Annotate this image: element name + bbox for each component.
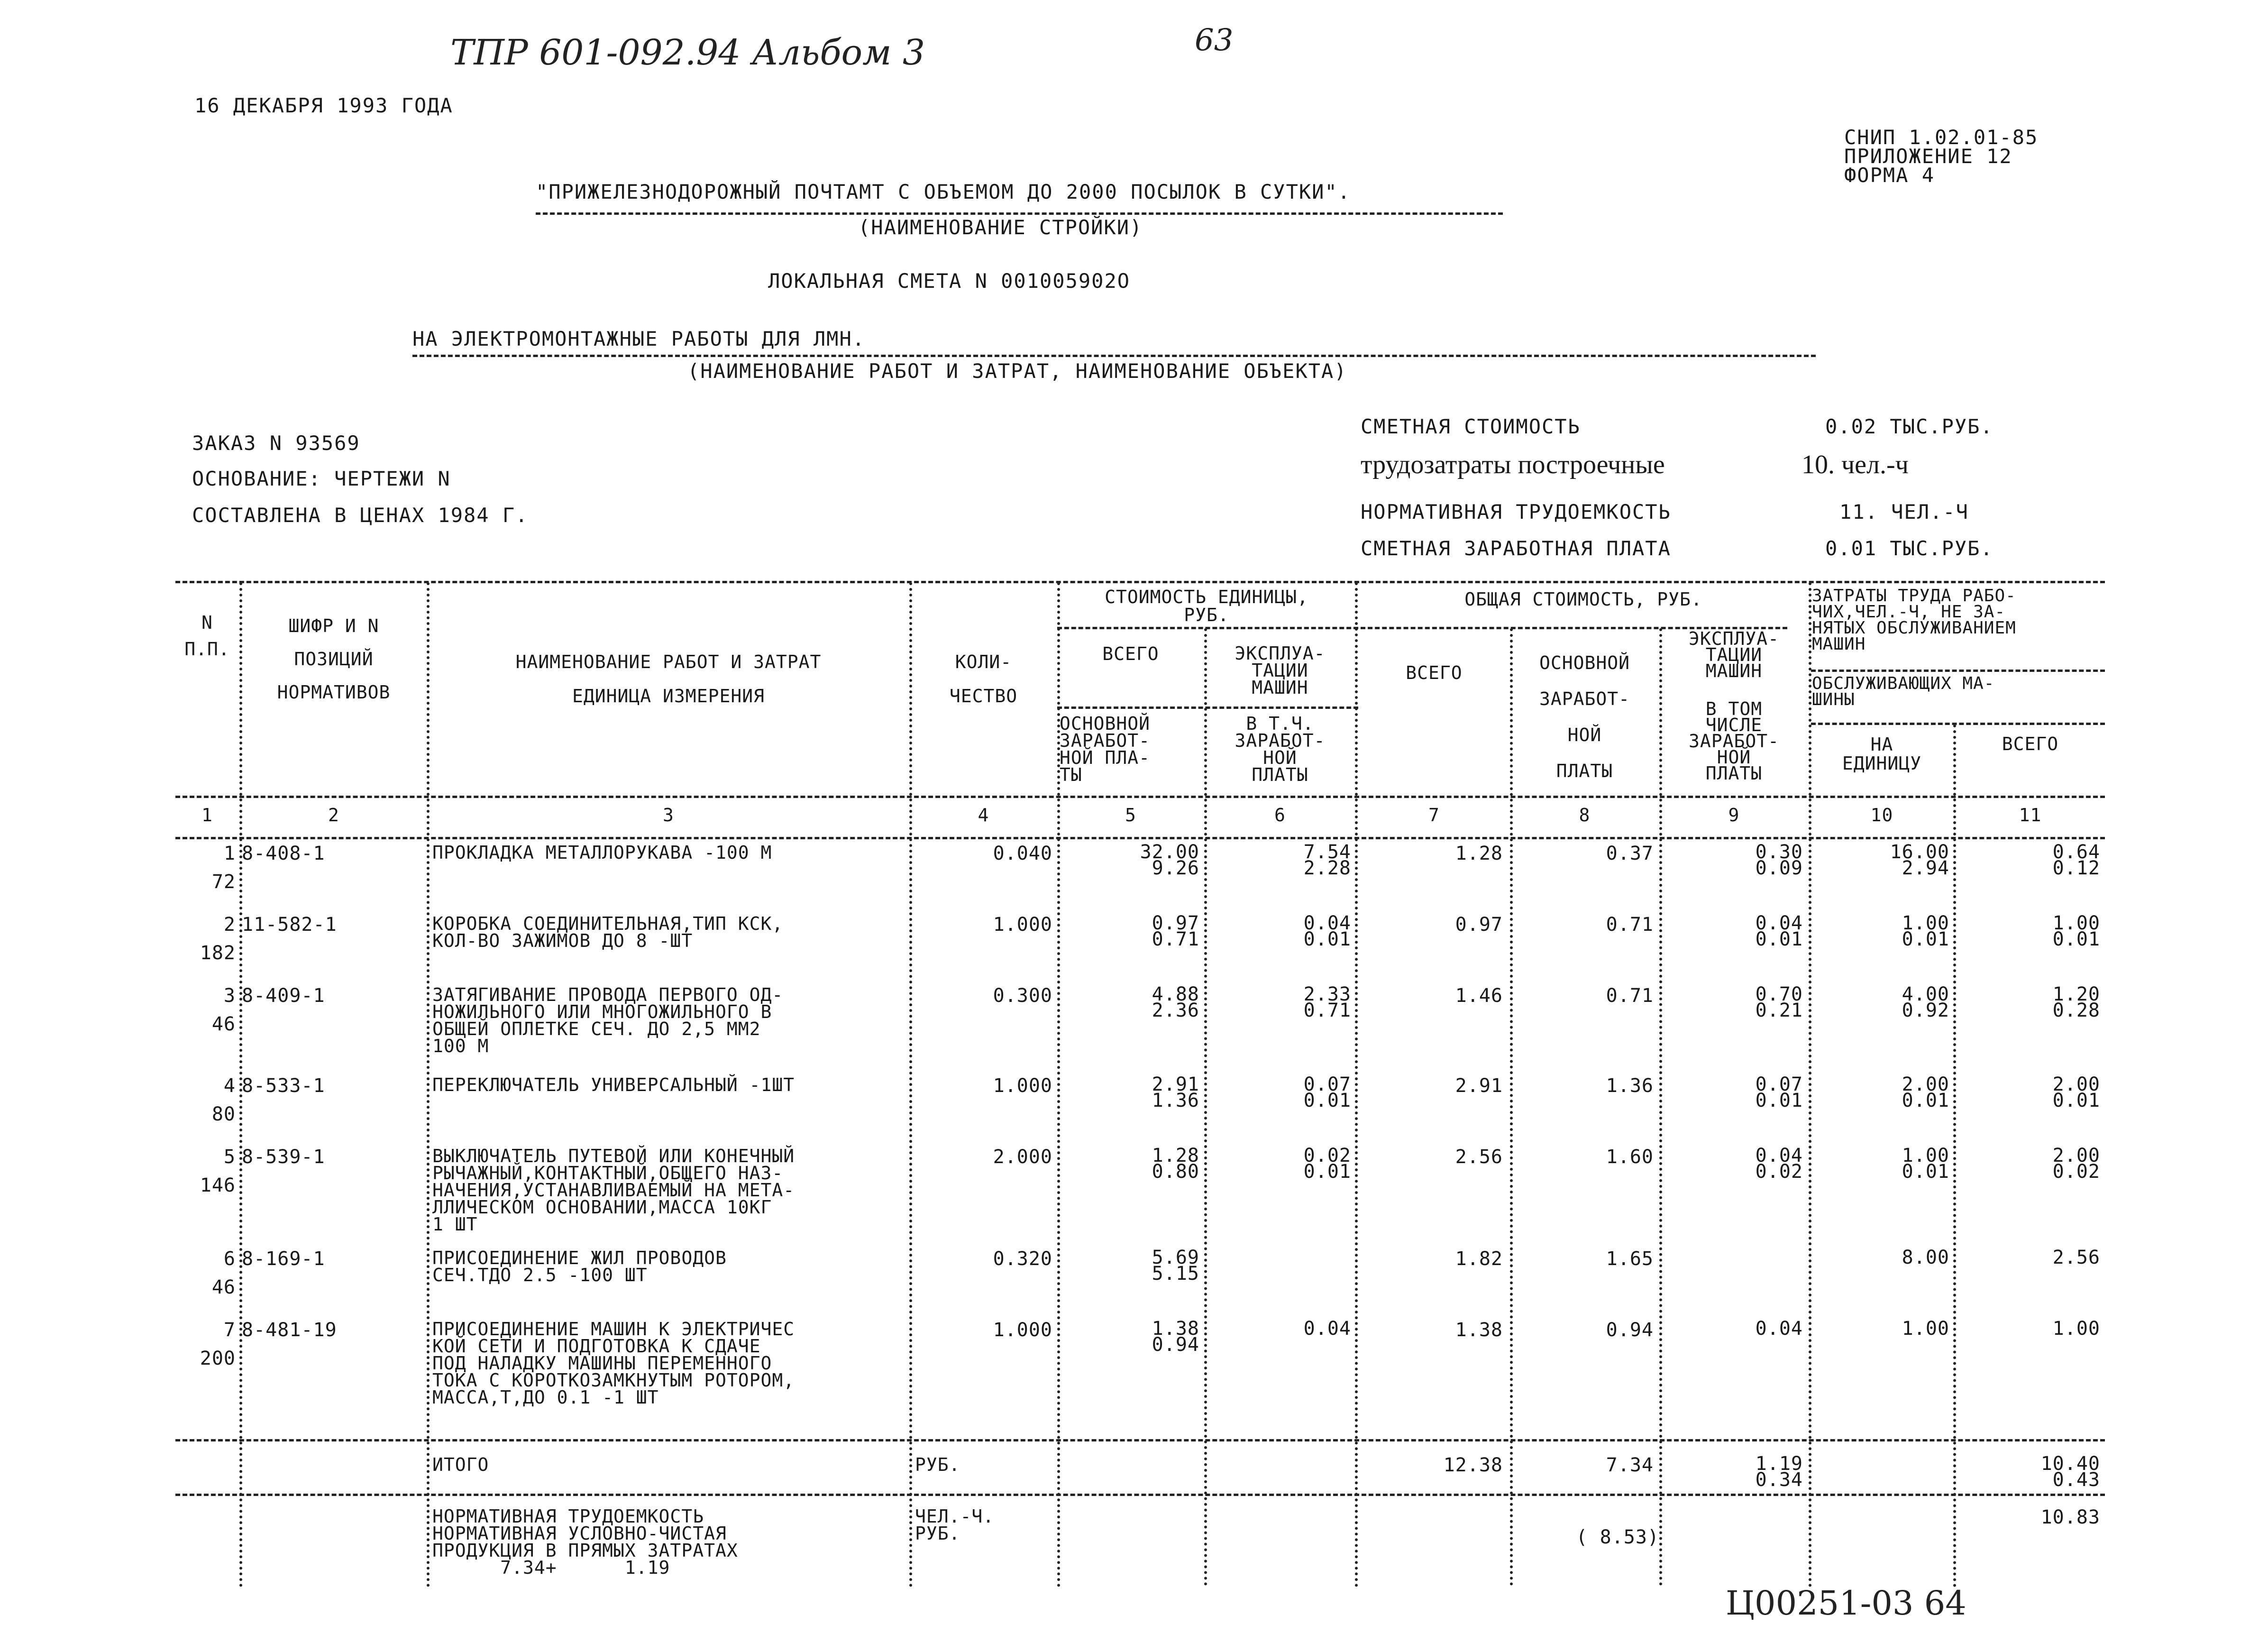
- header-unit-wages: ОСНОВНОЙ ЗАРАБОТ- НОЙ ПЛА- ТЫ: [1060, 713, 1151, 785]
- row-labor-per-unit: 16.00 2.94: [1890, 841, 1949, 879]
- snip-line: ФОРМА 4: [1844, 164, 1935, 187]
- row-labor-per-unit: 1.00: [1902, 1318, 1949, 1340]
- row-quantity: 1.000: [993, 914, 1052, 936]
- col-number: 11: [2019, 805, 2042, 826]
- estimate-cost-label: СМЕТНАЯ СТОИМОСТЬ: [1361, 415, 1581, 438]
- row-subnumber: 72: [211, 871, 236, 893]
- col-number: 7: [1428, 805, 1440, 826]
- row-total: 2.91: [1455, 1075, 1503, 1097]
- row-description: ПРИСОЕДИНЕНИЕ ЖИЛ ПРОВОДОВ СЕЧ.ТДО 2.5 -100 ШТ: [432, 1248, 727, 1285]
- column-separator: [1355, 582, 1358, 1588]
- row-labor-per-unit: 1.00 0.01: [1902, 912, 1949, 950]
- row-subnumber: 46: [211, 1276, 236, 1298]
- row-total: 2.56: [1455, 1146, 1503, 1168]
- order-number: ЗАКАЗ N 93569: [192, 431, 360, 455]
- row-unit-total: 1.38 0.94: [1152, 1318, 1199, 1356]
- document-stamp: Ц00251-03 64: [1726, 1584, 1966, 1623]
- page-number: 63: [1195, 23, 1234, 58]
- works-caption: (НАИМЕНОВАНИЕ РАБОТ И ЗАТРАТ, НАИМЕНОВАНИЕ ОБЪЕКТА): [687, 359, 1347, 383]
- row-total: 1.82: [1455, 1248, 1503, 1270]
- estimate-title: ЛОКАЛЬНАЯ СМЕТА N 001005902О: [768, 269, 1131, 293]
- wage-fund-label: СМЕТНАЯ ЗАРАБОТНАЯ ПЛАТА: [1361, 537, 1671, 560]
- row-total: 0.97: [1455, 914, 1503, 936]
- row-subnumber: 80: [211, 1103, 236, 1125]
- header-unit-cost: СТОИМОСТЬ ЕДИНИЦЫ, РУБ.: [1105, 587, 1308, 625]
- table-rule: [1057, 707, 1358, 709]
- header-unit-total: ВСЕГО: [1102, 643, 1159, 664]
- row-labor-total: 2.00 0.02: [2052, 1145, 2100, 1183]
- column-separator: [427, 582, 430, 1588]
- header-total: ВСЕГО: [1406, 662, 1463, 683]
- row-code: 8-169-1: [242, 1248, 325, 1270]
- row-total-wages: 0.71: [1606, 914, 1654, 936]
- row-labor-total: 1.00 0.01: [2052, 912, 2100, 950]
- row-number: 3: [223, 985, 236, 1007]
- col-number: 9: [1728, 805, 1740, 826]
- header-labor-per-unit: НА ЕДИНИЦУ: [1842, 734, 1922, 774]
- column-separator: [1809, 582, 1811, 1588]
- total-c7: 12.38: [1443, 1454, 1503, 1476]
- row-unit-total: 4.88 2.36: [1152, 983, 1199, 1021]
- labor-cost-value: 10. чел.-ч: [1802, 450, 1909, 479]
- col-number: 4: [978, 805, 989, 826]
- row-total-machines: 0.04: [1755, 1318, 1803, 1340]
- estimate-cost-value: 0.02 ТЫС.РУБ.: [1825, 415, 1994, 438]
- handwritten-title: ТПР 601-092.94 Альбом 3: [450, 32, 925, 73]
- row-labor-per-unit: 8.00: [1902, 1247, 1949, 1268]
- row-unit-machines: 0.02 0.01: [1303, 1145, 1351, 1183]
- header-labor: ЗАТРАТЫ ТРУДА РАБО- ЧИХ,ЧЕЛ.-Ч, НЕ ЗА- НЯТЫХ ОБСЛУЖИВАНИЕМ МАШИН: [1812, 586, 2016, 654]
- normative-labor-value: 11. ЧЕЛ.-Ч: [1839, 500, 1969, 523]
- table-rule: [175, 1439, 2105, 1441]
- row-number: 6: [223, 1248, 236, 1270]
- header-total-cost: ОБЩАЯ СТОИМОСТЬ, РУБ.: [1464, 589, 1702, 610]
- table-rule: [175, 581, 2105, 583]
- row-total-wages: 0.94: [1606, 1319, 1654, 1341]
- footer-description: НОРМАТИВНАЯ ТРУДОЕМКОСТЬ НОРМАТИВНАЯ УСЛОВНО-ЧИСТАЯ ПРОДУКЦИЯ В ПРЯМЫХ ЗАТРАТАХ 7.34+ 1.19: [432, 1506, 738, 1578]
- footer-c8: ( 8.53): [1576, 1526, 1659, 1548]
- row-number: 7: [223, 1319, 236, 1341]
- row-total-wages: 0.71: [1606, 985, 1654, 1007]
- row-code: 8-408-1: [242, 843, 325, 864]
- row-description: ЗАТЯГИВАНИЕ ПРОВОДА ПЕРВОГО ОД- НОЖИЛЬНОГО ИЛИ МНОГОЖИЛЬНОГО В ОБЩЕЙ ОПЛЕТКЕ СЕЧ. ДО 2,5 ММ2 100 М: [432, 984, 784, 1056]
- row-number: 1: [223, 843, 236, 864]
- col-number: 10: [1870, 805, 1893, 826]
- row-unit-total: 5.69 5.15: [1152, 1247, 1199, 1285]
- table-rule: [1811, 723, 2105, 725]
- row-total-wages: 0.37: [1606, 843, 1654, 864]
- header-total-machines: ЭКСПЛУА- ТАЦИИ МАШИН: [1688, 628, 1780, 681]
- row-quantity: 0.300: [993, 985, 1052, 1007]
- row-quantity: 2.000: [993, 1146, 1052, 1168]
- row-code: 8-409-1: [242, 985, 325, 1007]
- row-unit-total: 2.91 1.36: [1152, 1074, 1199, 1111]
- row-total: 1.28: [1455, 843, 1503, 864]
- row-total-wages: 1.60: [1606, 1146, 1654, 1168]
- construction-name: "ПРИЖЕЛЕЗНОДОРОЖНЫЙ ПОЧТАМТ С ОБЪЕМОМ ДО 2000 ПОСЫЛОК В СУТКИ".: [536, 180, 1351, 203]
- row-total-wages: 1.36: [1606, 1075, 1654, 1097]
- row-labor-total: 2.00 0.01: [2052, 1074, 2100, 1111]
- basis: ОСНОВАНИЕ: ЧЕРТЕЖИ N: [192, 467, 451, 490]
- construction-caption: (НАИМЕНОВАНИЕ СТРОЙКИ): [858, 216, 1143, 239]
- col-number: 6: [1274, 805, 1286, 826]
- total-c9: 1.19 0.34: [1755, 1453, 1803, 1491]
- row-total: 1.46: [1455, 985, 1503, 1007]
- row-total-wages: 1.65: [1606, 1248, 1654, 1270]
- row-unit-machines: 7.54 2.28: [1303, 841, 1351, 879]
- row-labor-total: 2.56: [2052, 1247, 2100, 1268]
- row-unit-total: 32.00 9.26: [1140, 841, 1199, 879]
- row-quantity: 0.320: [993, 1248, 1052, 1270]
- row-number: 5: [223, 1146, 236, 1168]
- row-labor-total: 1.00: [2052, 1318, 2100, 1340]
- col-number: 1: [201, 805, 213, 826]
- price-basis: СОСТАВЛЕНА В ЦЕНАХ 1984 Г.: [192, 504, 529, 527]
- date-line: 16 ДЕКАБРЯ 1993 ГОДА: [194, 94, 453, 117]
- row-code: 8-539-1: [242, 1146, 325, 1168]
- table-rule: [175, 796, 2105, 798]
- row-number: 2: [223, 914, 236, 936]
- header-unit-machines: ЭКСПЛУА- ТАЦИИ МАШИН: [1235, 643, 1326, 698]
- row-labor-per-unit: 2.00 0.01: [1902, 1074, 1949, 1111]
- wage-fund-value: 0.01 ТЫС.РУБ.: [1825, 537, 1994, 560]
- row-description: ПЕРЕКЛЮЧАТЕЛЬ УНИВЕРСАЛЬНЫЙ -1ШТ: [432, 1074, 795, 1095]
- table-rule: [175, 1494, 2105, 1496]
- col-number: 5: [1125, 805, 1136, 826]
- row-total-machines: 0.30 0.09: [1755, 841, 1803, 879]
- total-c8: 7.34: [1606, 1454, 1654, 1476]
- header-total-machine-wages: В ТОМ ЧИСЛЕ ЗАРАБОТ- НОЙ ПЛАТЫ: [1688, 698, 1780, 784]
- col-number: 3: [663, 805, 674, 826]
- row-total-machines: 0.07 0.01: [1755, 1074, 1803, 1111]
- labor-cost-label: трудозатраты построечные: [1361, 450, 1665, 479]
- row-total-machines: 0.04 0.01: [1755, 912, 1803, 950]
- row-labor-per-unit: 4.00 0.92: [1902, 983, 1949, 1021]
- row-labor-total: 0.64 0.12: [2052, 841, 2100, 879]
- row-description: КОРОБКА СОЕДИНИТЕЛЬНАЯ,ТИП КСК, КОЛ-ВО ЗАЖИМОВ ДО 8 -ШТ: [432, 913, 784, 951]
- row-unit-machines: 2.33 0.71: [1303, 983, 1351, 1021]
- header-unit-machine-wages: В Т.Ч. ЗАРАБОТ- НОЙ ПЛАТЫ: [1235, 713, 1326, 785]
- row-subnumber: 182: [200, 942, 236, 964]
- row-total-machines: 0.04 0.02: [1755, 1145, 1803, 1183]
- snip-line: ПРИЛОЖЕНИЕ 12: [1844, 145, 2012, 168]
- row-description: ПРИСОЕДИНЕНИЕ МАШИН К ЭЛЕКТРИЧЕС КОЙ СЕТИ И ПОДГОТОВКА К СДАЧЕ ПОД НАЛАДКУ МАШИНЫ ПЕРЕМЕННОГО ТОКА С КОРОТКОЗАМКНУТЫМ РОТОРОМ, МАССА,Т,ДО 0.1 -1 ШТ: [432, 1319, 795, 1408]
- row-subnumber: 200: [200, 1348, 236, 1369]
- row-labor-per-unit: 1.00 0.01: [1902, 1145, 1949, 1183]
- header-labor-total: ВСЕГО: [2002, 734, 2059, 754]
- header-labor-machines: ОБСЛУЖИВАЮЩИХ МА- ШИНЫ: [1812, 674, 1995, 709]
- table-rule: [1057, 627, 1358, 629]
- table-rule: [175, 837, 2105, 839]
- row-labor-total: 1.20 0.28: [2052, 983, 2100, 1021]
- row-unit-machines: 0.07 0.01: [1303, 1074, 1351, 1111]
- total-unit: РУБ.: [915, 1454, 960, 1475]
- row-quantity: 1.000: [993, 1319, 1052, 1341]
- row-code: 8-533-1: [242, 1075, 325, 1097]
- footer-c11: 10.83: [2040, 1506, 2100, 1528]
- header-description: НАИМЕНОВАНИЕ РАБОТ И ЗАТРАТ ЕДИНИЦА ИЗМЕРЕНИЯ: [515, 652, 822, 707]
- normative-labor-label: НОРМАТИВНАЯ ТРУДОЕМКОСТЬ: [1361, 500, 1671, 523]
- total-label: ИТОГО: [432, 1454, 489, 1475]
- row-subnumber: 46: [211, 1013, 236, 1035]
- header-row-number: N П.П.: [184, 612, 230, 660]
- row-unit-total: 1.28 0.80: [1152, 1145, 1199, 1183]
- row-quantity: 1.000: [993, 1075, 1052, 1097]
- row-subnumber: 146: [200, 1175, 236, 1196]
- row-description: ПРОКЛАДКА МЕТАЛЛОРУКАВА -100 М: [432, 842, 772, 863]
- row-unit-machines: 0.04 0.01: [1303, 912, 1351, 950]
- col-number: 8: [1579, 805, 1591, 826]
- row-code: 11-582-1: [242, 914, 337, 936]
- table-rule: [1811, 670, 2105, 672]
- row-number: 4: [223, 1075, 236, 1097]
- row-unit-machines: 0.04: [1303, 1318, 1351, 1340]
- header-code: ШИФР И N ПОЗИЦИЙ НОРМАТИВОВ: [277, 615, 391, 703]
- total-c11: 10.40 0.43: [2040, 1453, 2100, 1491]
- row-quantity: 0.040: [993, 843, 1052, 864]
- col-number: 2: [328, 805, 339, 826]
- footer-unit: ЧЕЛ.-Ч. РУБ.: [915, 1506, 995, 1544]
- row-total-machines: 0.70 0.21: [1755, 983, 1803, 1021]
- works-line: НА ЭЛЕКТРОМОНТАЖНЫЕ РАБОТЫ ДЛЯ ЛМН.: [412, 327, 866, 350]
- snip-line: СНИП 1.02.01-85: [1844, 126, 2039, 149]
- header-quantity: КОЛИ- ЧЕСТВО: [949, 652, 1018, 707]
- row-total: 1.38: [1455, 1319, 1503, 1341]
- header-total-wages: ОСНОВНОЙ ЗАРАБОТ- НОЙ ПЛАТЫ: [1539, 652, 1630, 781]
- row-unit-total: 0.97 0.71: [1152, 912, 1199, 950]
- row-description: ВЫКЛЮЧАТЕЛЬ ПУТЕВОЙ ИЛИ КОНЕЧНЫЙ РЫЧАЖНЫЙ,КОНТАКТНЫЙ,ОБЩЕГО НАЗ- НАЧЕНИЯ,УСТАНАВЛИВАЕМЫЙ НА МЕТА- ЛЛИЧЕСКОМ ОСНОВАНИИ,МАССА 10КГ 1 ШТ: [432, 1146, 795, 1235]
- row-code: 8-481-19: [242, 1319, 337, 1341]
